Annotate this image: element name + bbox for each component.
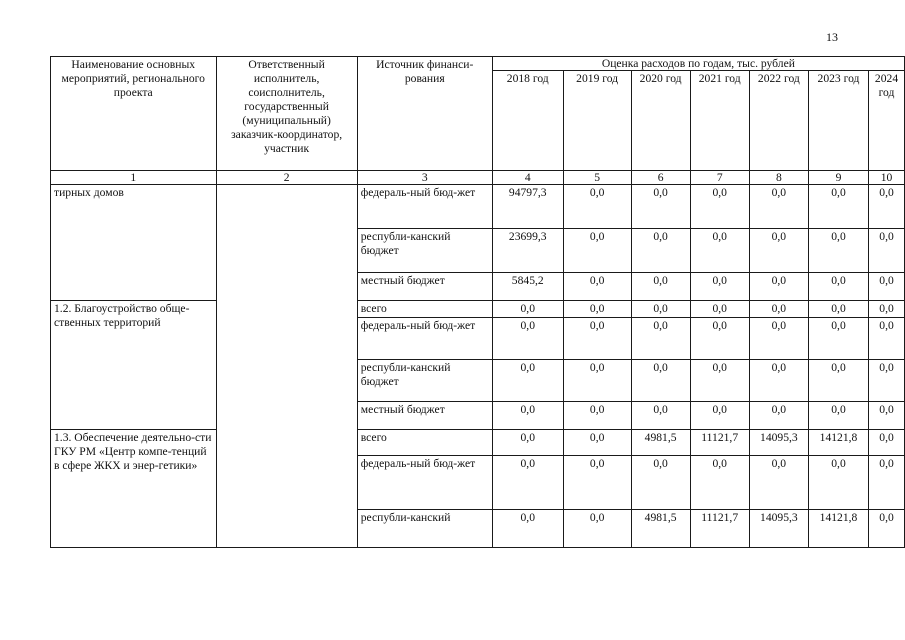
expense-value: 0,0 [690, 229, 749, 273]
expense-value: 0,0 [631, 456, 690, 510]
expense-value: 4981,5 [631, 430, 690, 456]
header-expense-group: Оценка расходов по годам, тыс. рублей [492, 57, 904, 71]
expense-value: 0,0 [869, 185, 905, 229]
header-year: 2022 год [749, 71, 808, 171]
header-year: 2020 год [631, 71, 690, 171]
expense-value: 0,0 [690, 273, 749, 301]
header-activity-name: Наименование основных мероприятий, регионального проекта [51, 57, 217, 171]
expense-value: 0,0 [869, 510, 905, 548]
expense-value: 0,0 [563, 402, 631, 430]
expense-value: 0,0 [808, 456, 868, 510]
expense-value: 0,0 [492, 402, 563, 430]
column-number: 9 [808, 171, 868, 185]
column-number: 4 [492, 171, 563, 185]
column-number: 2 [216, 171, 357, 185]
expense-value: 0,0 [869, 301, 905, 318]
expense-value: 0,0 [749, 229, 808, 273]
expense-value: 0,0 [563, 456, 631, 510]
expense-value: 0,0 [690, 360, 749, 402]
funding-source: всего [357, 430, 492, 456]
funding-source: республи-канский бюджет [357, 229, 492, 273]
expense-value: 0,0 [808, 360, 868, 402]
funding-source: местный бюджет [357, 273, 492, 301]
column-number: 7 [690, 171, 749, 185]
header-year: 2021 год [690, 71, 749, 171]
expense-value: 0,0 [492, 360, 563, 402]
column-number: 5 [563, 171, 631, 185]
expense-value: 0,0 [690, 318, 749, 360]
column-number: 6 [631, 171, 690, 185]
page-number: 13 [826, 30, 838, 44]
expense-value: 0,0 [492, 456, 563, 510]
expense-value: 0,0 [631, 185, 690, 229]
expense-value: 0,0 [631, 229, 690, 273]
expense-value: 0,0 [690, 402, 749, 430]
expense-value: 0,0 [631, 360, 690, 402]
expense-value: 0,0 [563, 430, 631, 456]
expense-value: 94797,3 [492, 185, 563, 229]
expense-value: 0,0 [808, 301, 868, 318]
expense-value: 0,0 [690, 301, 749, 318]
header-funding-source: Источник финанси-рования [357, 57, 492, 171]
table-row [51, 430, 905, 456]
responsible-cell [216, 185, 357, 548]
expense-value: 0,0 [492, 301, 563, 318]
expense-value: 0,0 [808, 229, 868, 273]
expense-value: 0,0 [563, 301, 631, 318]
expense-value: 0,0 [749, 318, 808, 360]
expense-value: 14121,8 [808, 510, 868, 548]
header-year: 2024 год [869, 71, 905, 171]
expense-value: 14095,3 [749, 510, 808, 548]
column-number: 8 [749, 171, 808, 185]
expense-value: 0,0 [563, 510, 631, 548]
expense-value: 23699,3 [492, 229, 563, 273]
table-row [51, 301, 905, 318]
column-number: 10 [869, 171, 905, 185]
funding-source: местный бюджет [357, 402, 492, 430]
column-number-row [51, 171, 905, 185]
expense-value: 14095,3 [749, 430, 808, 456]
expense-value: 14121,8 [808, 430, 868, 456]
expense-value: 0,0 [749, 402, 808, 430]
expense-value: 0,0 [749, 185, 808, 229]
header-row-top [51, 57, 905, 71]
expense-value: 0,0 [808, 318, 868, 360]
column-number: 1 [51, 171, 217, 185]
expense-value: 0,0 [563, 318, 631, 360]
expense-value: 0,0 [869, 273, 905, 301]
expense-value: 5845,2 [492, 273, 563, 301]
activity-name: 1.3. Обеспечение деятельно-сти ГКУ РМ «Центр компе-тенций в сфере ЖКХ и энер-гетики» [51, 430, 217, 548]
expense-value: 0,0 [808, 402, 868, 430]
expense-value: 0,0 [563, 273, 631, 301]
activity-name: 1.2. Благоустройство обще-ственных территорий [51, 301, 217, 430]
header-responsible: Ответственный исполнитель, соисполнитель, государственный (муниципальный) заказчик-координатор, участник [216, 57, 357, 171]
expense-value: 0,0 [563, 360, 631, 402]
expense-value: 0,0 [869, 402, 905, 430]
expense-value: 0,0 [563, 185, 631, 229]
funding-source: республи-канский [357, 510, 492, 548]
expense-value: 0,0 [869, 456, 905, 510]
expense-value: 0,0 [749, 360, 808, 402]
expense-value: 0,0 [492, 510, 563, 548]
table-row [51, 185, 905, 229]
header-year: 2023 год [808, 71, 868, 171]
expense-value: 0,0 [690, 185, 749, 229]
header-year: 2018 год [492, 71, 563, 171]
expense-value: 0,0 [631, 301, 690, 318]
expense-value: 0,0 [808, 273, 868, 301]
expense-value: 0,0 [631, 273, 690, 301]
expense-value: 0,0 [869, 430, 905, 456]
expense-value: 11121,7 [690, 430, 749, 456]
expense-value: 0,0 [631, 402, 690, 430]
funding-source: федераль-ный бюд-жет [357, 456, 492, 510]
expense-value: 0,0 [869, 318, 905, 360]
expense-value: 0,0 [869, 229, 905, 273]
expense-value: 4981,5 [631, 510, 690, 548]
expense-value: 0,0 [749, 273, 808, 301]
column-number: 3 [357, 171, 492, 185]
activity-name: тирных домов [51, 185, 217, 301]
expense-value: 0,0 [869, 360, 905, 402]
expense-value: 0,0 [492, 318, 563, 360]
expense-value: 0,0 [808, 185, 868, 229]
header-year: 2019 год [563, 71, 631, 171]
funding-source: федераль-ный бюд-жет [357, 318, 492, 360]
funding-source: федераль-ный бюд-жет [357, 185, 492, 229]
expense-value: 0,0 [690, 456, 749, 510]
expense-value: 0,0 [749, 301, 808, 318]
expense-value: 11121,7 [690, 510, 749, 548]
expense-value: 0,0 [749, 456, 808, 510]
expense-value: 0,0 [563, 229, 631, 273]
budget-table [50, 56, 905, 548]
funding-source: всего [357, 301, 492, 318]
expense-value: 0,0 [492, 430, 563, 456]
expense-value: 0,0 [631, 318, 690, 360]
funding-source: республи-канский бюджет [357, 360, 492, 402]
